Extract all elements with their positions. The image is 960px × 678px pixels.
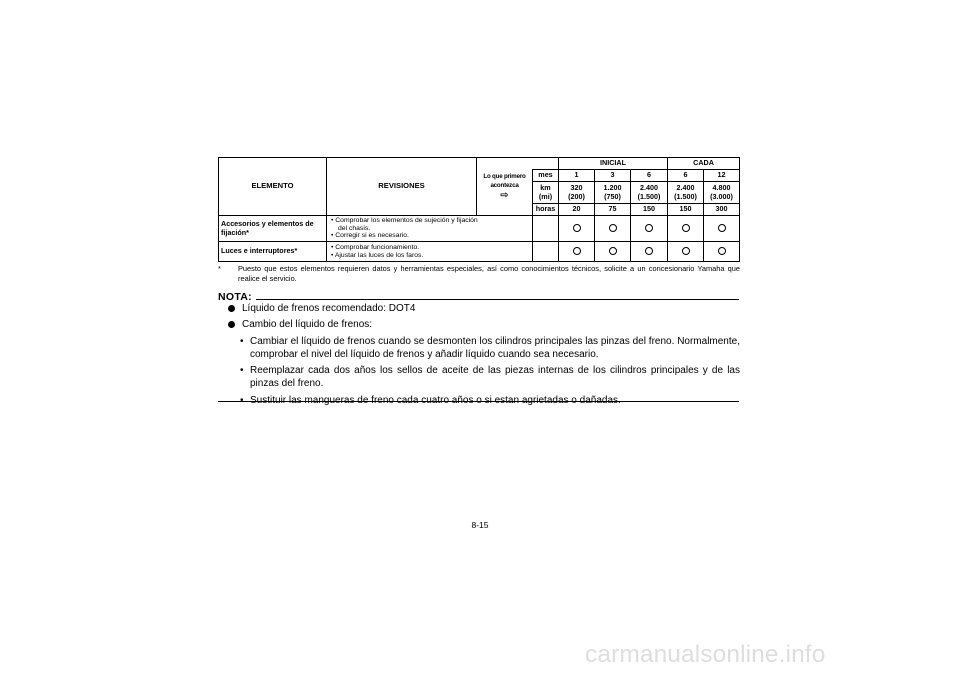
circle-mark-icon: [682, 224, 690, 232]
mes-value: 3: [595, 170, 631, 182]
label-horas: horas: [533, 204, 559, 216]
header-cada: CADA: [668, 158, 740, 170]
note-body: [218, 302, 740, 410]
bullet-dot-icon: [228, 305, 235, 312]
item-revisions: • Comprobar funcionamiento. • Ajustar las luces de los faros.: [327, 242, 533, 262]
bullet-icon: •: [240, 365, 244, 377]
mes-value: 6: [668, 170, 704, 182]
circle-mark-icon: [573, 247, 581, 255]
interval-mark: [631, 242, 668, 262]
note-subitem-text: Cambiar el líquido de frenos cuando se desmonten los cilindros principales las pinzas del freno. Normalmente, comprobar el nivel del líquido de frenos y añadir líquido cuando sea necesario.: [250, 335, 740, 360]
bullet-icon: •: [240, 335, 244, 347]
note-item-text: Cambio del líquido de frenos:: [242, 319, 373, 331]
empty-cell: [533, 216, 559, 242]
note-item-text: Líquido de frenos recomendado: DOT4: [242, 303, 416, 314]
watermark: carmanualsonline.info: [585, 641, 826, 668]
km-value: 4.800 (3.000): [704, 182, 740, 204]
mes-value: 6: [631, 170, 668, 182]
note-subitem-text: Reemplazar cada dos años los sellos de aceite de las piezas internas de los cilindros principales y de las pinzas del freno.: [250, 365, 740, 390]
note-end-rule: [218, 401, 739, 402]
circle-mark-icon: [645, 224, 653, 232]
circle-mark-icon: [682, 247, 690, 255]
note-subitem: [218, 335, 740, 362]
circle-mark-icon: [645, 247, 653, 255]
km-value: 2.400 (1.500): [631, 182, 668, 204]
header-elemento: ELEMENTO: [219, 158, 327, 216]
mes-value: 1: [559, 170, 595, 182]
km-value: 320 (200): [559, 182, 595, 204]
note-title: NOTA:: [218, 291, 252, 303]
footnote-text: Puesto que estos elementos requieren datos y herramientas especiales, así como conocimientos técnicos, solicite a un concesionario Yamaha que realice el servicio.: [238, 264, 740, 283]
maintenance-table: [218, 157, 740, 262]
note-rule: [256, 299, 739, 300]
interval-mark: [631, 216, 668, 242]
circle-mark-icon: [718, 224, 726, 232]
circle-mark-icon: [718, 247, 726, 255]
item-revisions: • Comprobar los elementos de sujeción y fijación del chasis. • Corregir si es necesario.: [327, 216, 533, 242]
horas-value: 75: [595, 204, 631, 216]
item-name: Accesorios y elementos de fijación*: [219, 216, 327, 242]
interval-mark: [704, 242, 740, 262]
bullet-dot-icon: [228, 321, 235, 328]
note-subitem: [218, 364, 740, 391]
horas-value: 300: [704, 204, 740, 216]
header-corner: [533, 158, 559, 170]
mes-value: 12: [704, 170, 740, 182]
table-row: [219, 242, 740, 262]
footnote: [218, 264, 740, 284]
circle-mark-icon: [573, 224, 581, 232]
note-item: [218, 302, 740, 315]
interval-mark: [559, 242, 595, 262]
interval-mark: [559, 216, 595, 242]
interval-mark: [668, 242, 704, 262]
interval-mark: [668, 216, 704, 242]
label-km: km (mi): [533, 182, 559, 204]
label-mes: mes: [533, 170, 559, 182]
page-number: 8-15: [471, 520, 489, 530]
first-occurs-line1: Lo que primero: [483, 173, 526, 181]
item-name: Luces e interruptores*: [219, 242, 327, 262]
header-first-occurs: [477, 158, 533, 216]
footnote-star: *: [218, 264, 221, 273]
empty-cell: [533, 242, 559, 262]
header-revisiones: REVISIONES: [327, 158, 477, 216]
km-value: 2.400 (1.500): [668, 182, 704, 204]
circle-mark-icon: [609, 247, 617, 255]
interval-mark: [595, 216, 631, 242]
horas-value: 150: [631, 204, 668, 216]
header-inicial: INICIAL: [559, 158, 668, 170]
table-row: [219, 216, 740, 242]
km-value: 1.200 (750): [595, 182, 631, 204]
arrow-right-icon: ⇨: [500, 189, 509, 201]
interval-mark: [704, 216, 740, 242]
circle-mark-icon: [609, 224, 617, 232]
horas-value: 20: [559, 204, 595, 216]
horas-value: 150: [668, 204, 704, 216]
note-item: [218, 318, 740, 331]
first-occurs-line2: acontezca: [490, 182, 519, 189]
interval-mark: [595, 242, 631, 262]
